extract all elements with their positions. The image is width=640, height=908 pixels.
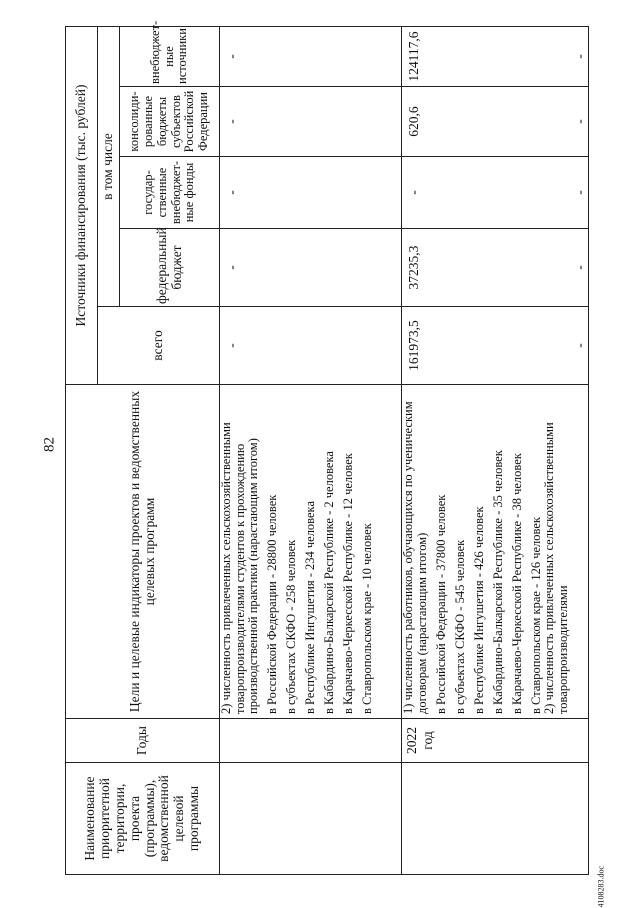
- value-state-funds-main: -: [406, 190, 421, 195]
- header-name: Наименование приоритетной территории, проекта (программы), ведомственной целевой программы: [66, 763, 220, 875]
- goal-list: [220, 389, 375, 714]
- value-extra: -: [220, 27, 402, 87]
- value-state-funds: -: [220, 157, 402, 229]
- goal-indicator: 2) численность привлеченных сельскохозяйственными товаропроизводителями студентов к прохождению производственной практики (нарастающим итогом): [219, 422, 260, 714]
- name-cell: [220, 763, 402, 875]
- financing-table: [65, 20, 589, 875]
- goal-region-value: в Российской Федерации - 37800 человек: [433, 494, 448, 714]
- goal-region-value: в субъектах СКФО - 545 человек: [452, 539, 467, 714]
- value-federal: [402, 229, 589, 307]
- value-extra: [402, 27, 589, 87]
- value-regional: [402, 87, 589, 157]
- value-extra-next: -: [572, 54, 587, 59]
- goal-indicator: 1) численность работников, обучающихся по ученическим договорам (нарастающим итогом): [401, 401, 429, 714]
- goal-region-value: в Ставропольском крае - 126 человек: [528, 517, 543, 714]
- header-regional: консолиди-рованные бюджеты субъектов Российской Федерации: [120, 87, 220, 157]
- table-row: [220, 27, 402, 875]
- value-federal-main: 37235,3: [406, 245, 421, 290]
- header-in-that: в том числе: [98, 27, 120, 307]
- value-regional-main: 620,6: [406, 106, 421, 137]
- goal-region-value: в Кабардино-Балкарской Республике - 35 человек: [490, 450, 505, 714]
- year-cell: 2022 год: [402, 719, 589, 763]
- header-extra: внебюджет-ные источники: [120, 27, 220, 87]
- value-total: [402, 307, 589, 385]
- goal-region-value: в Кабардино-Балкарской Республике - 2 человека: [322, 451, 336, 714]
- value-total-next: -: [572, 343, 587, 348]
- goals-cell: [402, 385, 589, 719]
- goal-region-value: в Российской Федерации - 28800 человек: [265, 494, 279, 714]
- value-extra-main: 124117,6: [406, 31, 421, 82]
- header-financing: Источники финансирования (тыс. рублей): [66, 27, 98, 385]
- value-total-main: 161973,5: [406, 320, 421, 371]
- value-state-funds-next: -: [572, 190, 587, 195]
- goals-cell: [220, 385, 402, 719]
- goal-region-value: в Республике Ингушетия - 426 человек: [471, 506, 486, 714]
- table-row: [402, 27, 589, 875]
- page-number: 82: [41, 437, 58, 452]
- goal-region-value: в субъектах СКФО - 258 человек: [284, 539, 298, 714]
- goal-indicator: 2) численность привлеченных сельскохозяйственными товаропроизводителями: [542, 422, 570, 714]
- goal-region-value: в Карачаево-Черкесской Республике - 12 человек: [341, 453, 355, 714]
- goal-list: [402, 389, 570, 714]
- value-federal-next: -: [572, 265, 587, 270]
- goal-region-value: в Карачаево-Черкесской Республике - 38 человек: [509, 453, 524, 714]
- header-federal: федеральный бюджет: [120, 229, 220, 307]
- goal-region-value: в Республике Ингушетия - 234 человека: [303, 501, 317, 714]
- header-state-funds: государ-ственные внебюджет-ные фонды: [120, 157, 220, 229]
- value-total: -: [220, 307, 402, 385]
- value-federal: -: [220, 229, 402, 307]
- header-years: Годы: [66, 719, 220, 763]
- value-regional: -: [220, 87, 402, 157]
- header-goals: Цели и целевые индикаторы проектов и ведомственных целевых программ: [66, 385, 220, 719]
- document-id: 4108283.doc: [596, 865, 606, 908]
- header-total: всего: [98, 307, 220, 385]
- goal-region-value: в Ставропольском крае - 10 человек: [360, 523, 374, 714]
- rotated-table-sheet: [65, 20, 591, 875]
- name-cell: [402, 763, 589, 875]
- value-state-funds: [402, 157, 589, 229]
- value-regional-next: -: [572, 119, 587, 124]
- year-cell: [220, 719, 402, 763]
